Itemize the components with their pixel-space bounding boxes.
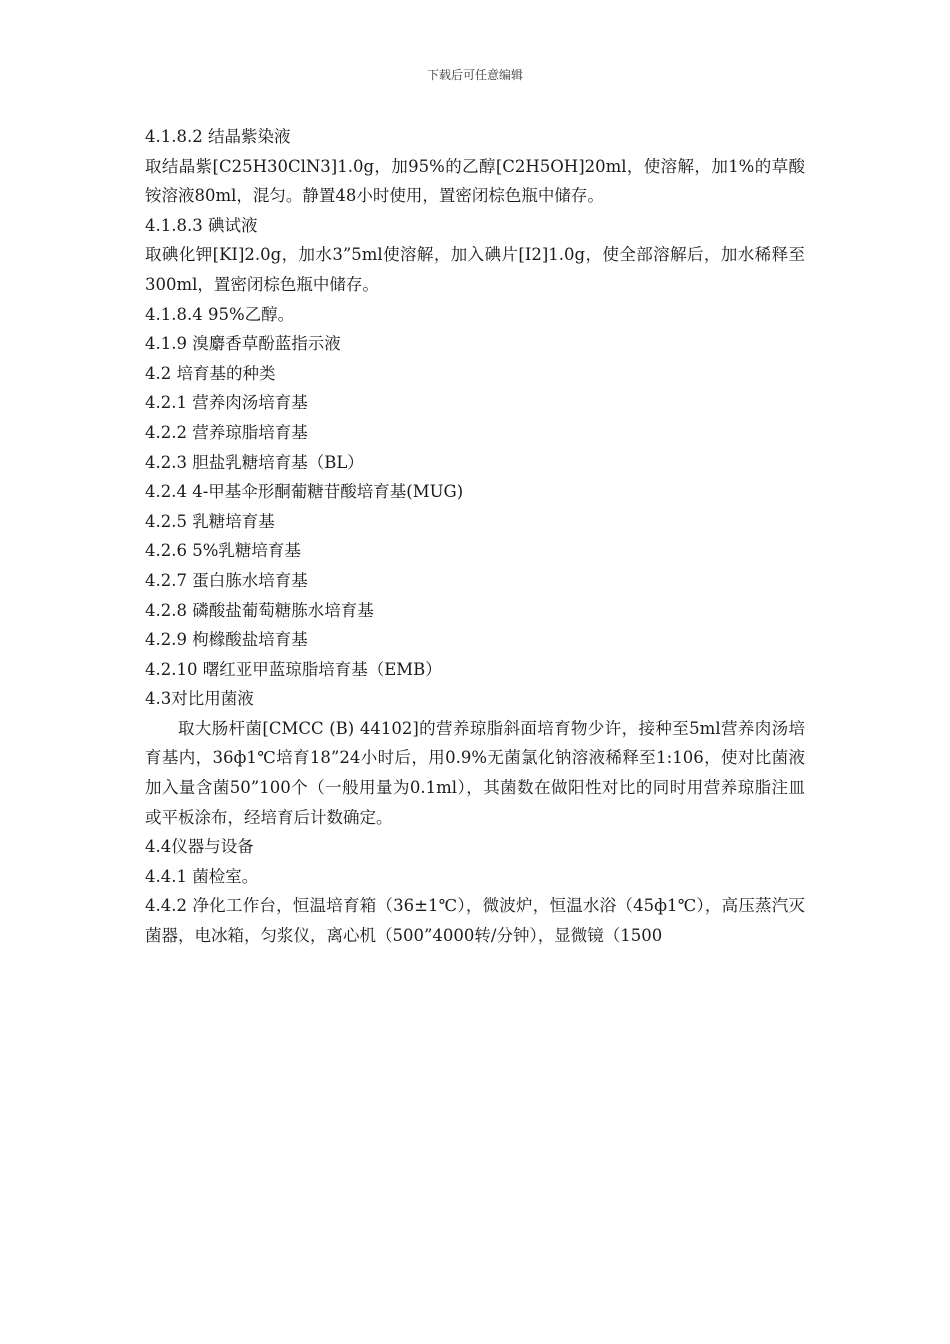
section-heading-4-3: 4.3对比用菌液 [145,689,254,709]
section-heading-4-1-9: 4.1.9 溴麝香草酚蓝指示液 [145,334,341,354]
paragraph-control-bacteria: 取大肠杆菌[CMCC (B) 44102]的营养琼脂斜面培育物少许，接种至5ml营养肉汤培育基内，36ф1℃培育18”24小时后，用0.9%无菌氯化钠溶液稀释至1:106，使对比菌液加入量含菌50”100个（一般用量为0.1ml），其菌数在做阳性对比的同时用营养琼脂注皿或平板涂布，经培育后计数确定。 [145,718,805,827]
section-heading-4-4: 4.4仪器与设备 [145,837,254,857]
list-item-4-4-1: 4.4.1 菌检室。 [145,866,259,886]
section-heading-4-1-8-3: 4.1.8.3 碘试液 [145,215,258,235]
list-item-4-2-5: 4.2.5 乳糖培育基 [145,511,275,531]
list-item-4-2-4: 4.2.4 4-甲基伞形酮葡糖苷酸培育基(MUG) [145,482,464,502]
list-item-4-2-8: 4.2.8 磷酸盐葡萄糖胨水培育基 [145,600,374,620]
list-item-4-2-10: 4.2.10 曙红亚甲蓝琼脂培育基（EMB） [145,659,442,679]
section-heading-4-1-8-2: 4.1.8.2 结晶紫染液 [145,127,291,146]
list-item-4-2-3: 4.2.3 胆盐乳糖培育基（BL） [145,452,364,472]
section-heading-4-2: 4.2 培育基的种类 [145,363,276,383]
paragraph-equipment: 4.4.2 净化工作台，恒温培育箱（36±1℃），微波炉，恒温水浴（45ф1℃），高压蒸汽灭菌器，电冰箱，匀浆仪，离心机（500”4000转/分钟），显微镜（1500 [145,896,805,946]
document-body [145,122,805,951]
paragraph-iodine: 取碘化钾[KI]2.0g，加水3”5ml使溶解，加入碘片[I2]1.0g，使全部溶解后，加水稀释至300ml，置密闭棕色瓶中储存。 [145,245,805,294]
paragraph-crystal-violet: 取结晶紫[C25H30ClN3]1.0g，加95%的乙醇[C2H5OH]20ml，使溶解，加1%的草酸铵溶液80ml，混匀。静置48小时使用，置密闭棕色瓶中储存。 [145,156,805,206]
list-item-4-2-9: 4.2.9 枸橼酸盐培育基 [145,630,308,650]
list-item-4-2-7: 4.2.7 蛋白胨水培育基 [145,570,308,590]
list-item-4-2-1: 4.2.1 营养肉汤培育基 [145,393,308,413]
page-header: 下载后可任意编辑 [426,68,523,82]
list-item-4-2-2: 4.2.2 营养琼脂培育基 [145,422,308,442]
section-heading-4-1-8-4: 4.1.8.4 95%乙醇。 [145,304,295,324]
list-item-4-2-6: 4.2.6 5%乳糖培育基 [145,541,301,561]
